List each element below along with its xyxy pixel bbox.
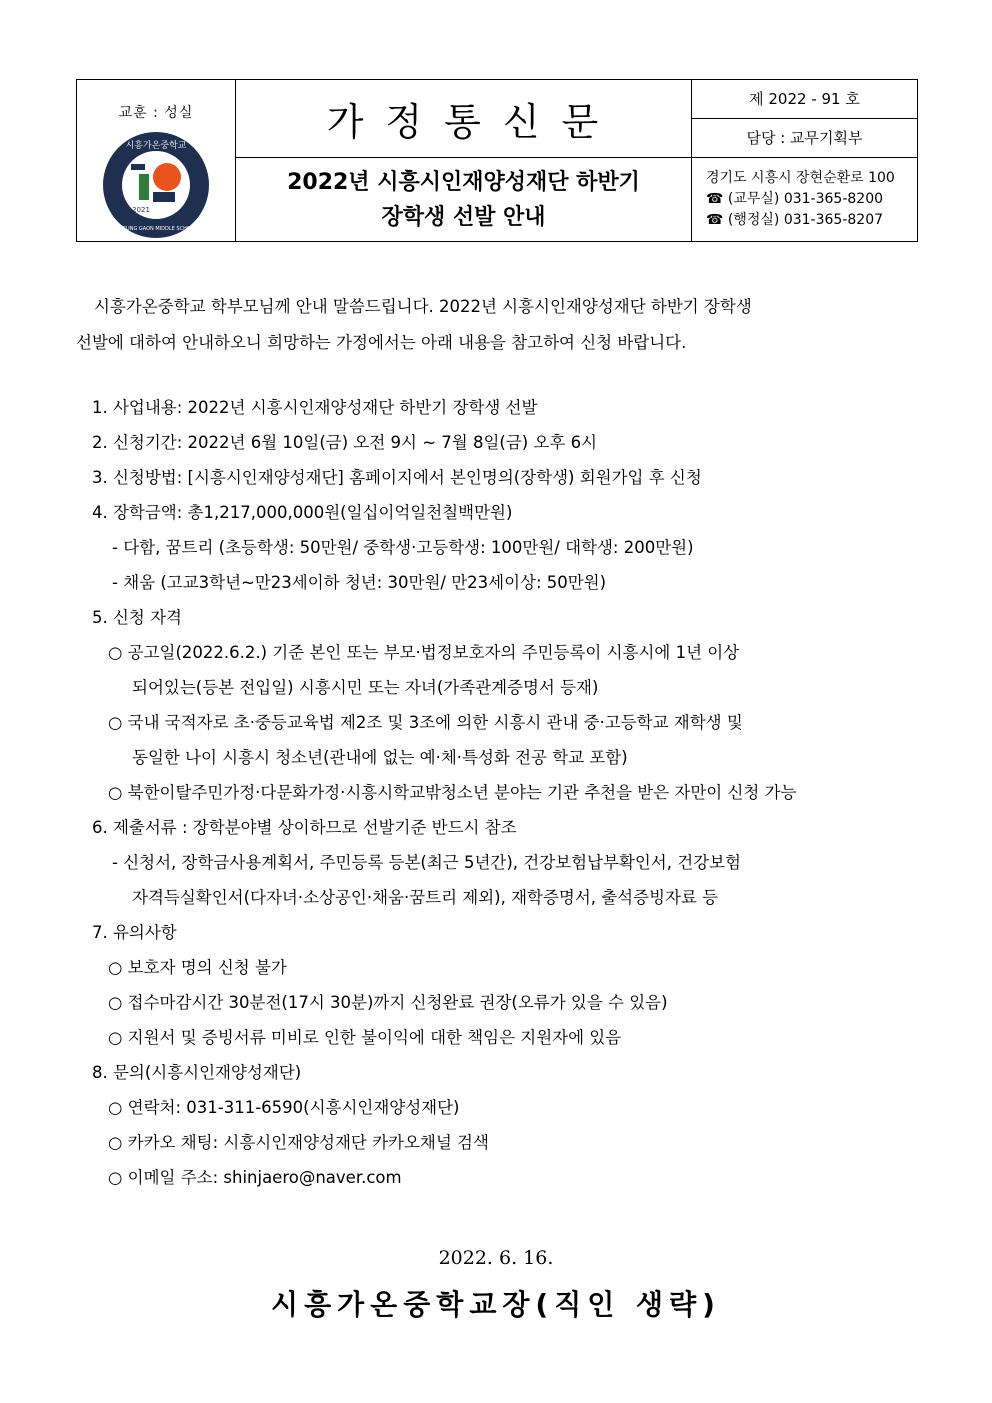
list-item: ○ 접수마감시간 30분전(17시 30분)까지 신청완료 권장(오류가 있을 수 있음)	[108, 993, 668, 1012]
intro-line-1: 시흥가온중학교 학부모님께 안내 말씀드립니다. 2022년 시흥시인재양성재단 하반기 장학생	[94, 297, 752, 316]
intro-line-2: 선발에 대하여 안내하오니 희망하는 가정에서는 아래 내용을 참고하여 신청 바랍니다.	[76, 333, 687, 352]
list-item: 동일한 나이 시흥시 청소년(관내에 없는 예·체·특성화 전공 학교 포함)	[132, 748, 628, 767]
list-item: 자격득실확인서(다자녀·소상공인·채움·꿈트리 제외), 재학증명서, 출석증빙자료 등	[132, 888, 719, 907]
contact-cell	[692, 158, 917, 241]
title-cell	[236, 80, 692, 158]
list-item: ○ 공고일(2022.6.2.) 기준 본인 또는 부모·법정보호자의 주민등록이 시흥시에 1년 이상	[108, 643, 740, 662]
list-item: - 신청서, 장학금사용계획서, 주민등록 등본(최근 5년간), 건강보험납부확인서, 건강보험	[112, 853, 741, 872]
list-item: ○ 연락처: 031-311-6590(시흥시인재양성재단)	[108, 1098, 460, 1117]
subject-line-2: 장학생 선발 안내	[381, 204, 546, 230]
logo-cell	[77, 80, 236, 241]
phone-admin: ☎ (행정실) 031-365-8207	[706, 212, 884, 228]
issue-info	[692, 80, 917, 158]
department: 담당 : 교무기획부	[746, 129, 863, 148]
list-item: 되어있는(등본 전입일) 시흥시민 또는 자녀(가족관계증명서 등재)	[132, 678, 599, 697]
list-item: - 다함, 꿈트리 (초등학생: 50만원/ 중학생·고등학생: 100만원/ 대학생: 200만원)	[112, 538, 694, 557]
list-item: ○ 카카오 채팅: 시흥시인재양성재단 카카오채널 검색	[108, 1133, 489, 1152]
list-item: 7. 유의사항	[92, 923, 177, 942]
list-item: 4. 장학금액: 총1,217,000,000원(일십이억일천칠백만원)	[92, 503, 513, 522]
list-item: 5. 신청 자격	[92, 608, 182, 627]
list-item: ○ 지원서 및 증빙서류 미비로 인한 불이익에 대한 책임은 지원자에 있음	[108, 1028, 622, 1047]
issue-number: 제 2022 - 91 호	[692, 80, 917, 119]
list-item: 2. 신청기간: 2022년 6월 10일(금) 오전 9시 ~ 7월 8일(금) 오후 6시	[92, 433, 598, 452]
phone-office: ☎ (교무실) 031-365-8200	[706, 191, 884, 207]
svg-text:2021: 2021	[132, 206, 150, 214]
list-item: ○ 보호자 명의 신청 불가	[108, 958, 287, 977]
issue-date: 2022. 6. 16.	[438, 1247, 554, 1269]
school-address: 경기도 시흥시 장현순환로 100	[706, 170, 895, 186]
school-logo-emblem	[101, 130, 211, 240]
list-item: - 채움 (고교3학년~만23세이하 청년: 30만원/ 만23세이상: 50만원)	[112, 573, 607, 592]
list-item: ○ 북한이탈주민가정·다문화가정·시흥시학교밖청소년 분야는 기관 추천을 받은 자만이 신청 가능	[108, 783, 797, 802]
list-item: 8. 문의(시흥시인재양성재단)	[92, 1063, 302, 1082]
subject-cell	[236, 158, 692, 241]
list-item: ○ 이메일 주소: shinjaero@naver.com	[108, 1168, 402, 1187]
svg-text:SIHEUNG GAON MIDDLE SCHOOL: SIHEUNG GAON MIDDLE SCHOOL	[114, 226, 198, 232]
content-list	[92, 390, 922, 1195]
page-title: 가정통신문	[326, 100, 621, 144]
subject-line-1: 2022년 시흥시인재양성재단 하반기	[287, 169, 640, 195]
list-item: 1. 사업내용: 2022년 시흥시인재양성재단 하반기 장학생 선발	[92, 398, 538, 417]
list-item: ○ 국내 국적자로 초·중등교육법 제2조 및 3조에 의한 시흥시 관내 중·고등학교 재학생 및	[108, 713, 743, 732]
list-item: 6. 제출서류 : 장학분야별 상이하므로 선발기준 반드시 참조	[92, 818, 517, 837]
svg-text:시흥가온중학교: 시흥가온중학교	[125, 141, 187, 151]
header-table	[76, 79, 918, 242]
principal-signature: 시흥가온중학교장(직인 생략)	[271, 1288, 721, 1321]
school-motto: 교훈 : 성실	[118, 105, 194, 121]
intro-paragraph	[76, 289, 921, 361]
list-item: 3. 신청방법: [시흥시인재양성재단] 홈페이지에서 본인명의(장학생) 회원가입 후 신청	[92, 468, 702, 487]
